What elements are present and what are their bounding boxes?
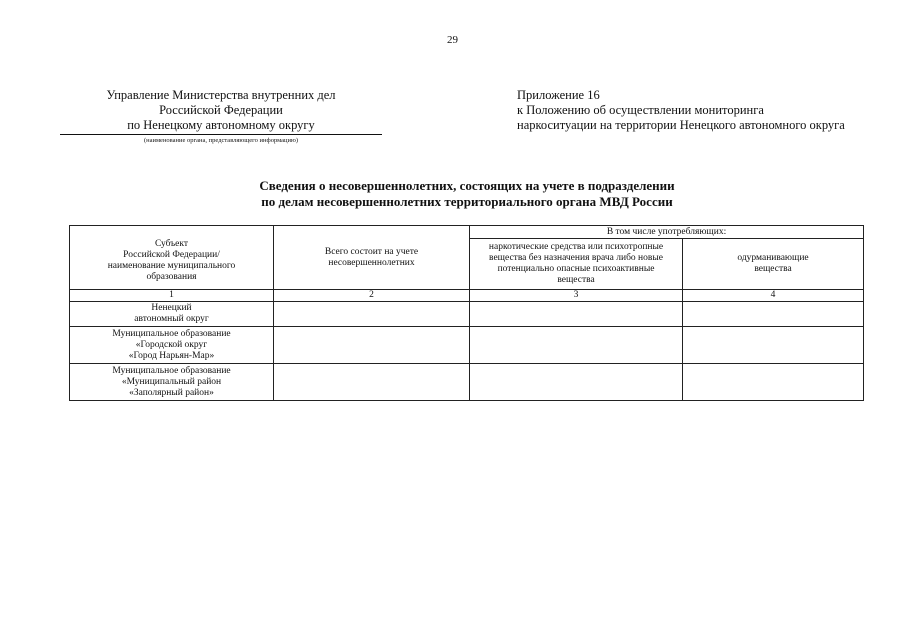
appendix-line: наркоситуации на территории Ненецкого автономного округа <box>517 118 845 132</box>
column-number: 2 <box>274 290 470 302</box>
narcotic-cell <box>470 302 683 327</box>
header-narcotic: наркотические средства или психотропные вещества без назначения врача либо новые потенциально опасные психоактивные вещества <box>470 239 683 290</box>
total-cell <box>274 364 470 401</box>
organization-block <box>60 88 382 145</box>
data-table <box>69 225 864 401</box>
intoxicants-cell <box>683 364 864 401</box>
table-row <box>70 327 864 364</box>
table-header-row <box>70 226 864 239</box>
narcotic-cell <box>470 327 683 364</box>
header-total: Всего состоит на учете несовершеннолетних <box>274 226 470 290</box>
intoxicants-cell <box>683 327 864 364</box>
column-number: 1 <box>70 290 274 302</box>
column-number: 3 <box>470 290 683 302</box>
row-name-cell: Ненецкий автономный округ <box>70 302 274 327</box>
organization-line: Управление Министерства внутренних дел <box>106 88 336 102</box>
document-title <box>0 178 905 210</box>
organization-line: Российской Федерации <box>159 103 283 117</box>
column-number: 4 <box>683 290 864 302</box>
organization-line: по Ненецкому автономному округу <box>60 118 382 135</box>
narcotic-cell <box>470 364 683 401</box>
title-line: по делам несовершеннолетних территориального органа МВД России <box>261 194 673 209</box>
header-subject: Субъект Российской Федерации/ наименование муниципального образования <box>70 226 274 290</box>
intoxicants-cell <box>683 302 864 327</box>
title-line: Сведения о несовершеннолетних, состоящих на учете в подразделении <box>259 178 675 193</box>
row-name-cell: Муниципальное образование «Муниципальный район «Заполярный район» <box>70 364 274 401</box>
table-row <box>70 364 864 401</box>
column-number-row <box>70 290 864 302</box>
row-name-cell: Муниципальное образование «Городской округ «Город Нарьян-Мар» <box>70 327 274 364</box>
total-cell <box>274 327 470 364</box>
appendix-block <box>517 88 877 133</box>
organization-caption: (наименование органа, представляющего информацию) <box>143 137 299 144</box>
page-number: 29 <box>447 34 458 46</box>
appendix-line: к Положению об осуществлении мониторинга <box>517 103 764 117</box>
header-intoxicants: одурманивающие вещества <box>683 239 864 290</box>
total-cell <box>274 302 470 327</box>
appendix-line: Приложение 16 <box>517 88 600 102</box>
table-row <box>70 302 864 327</box>
header-including: В том числе употребляющих: <box>470 226 864 239</box>
